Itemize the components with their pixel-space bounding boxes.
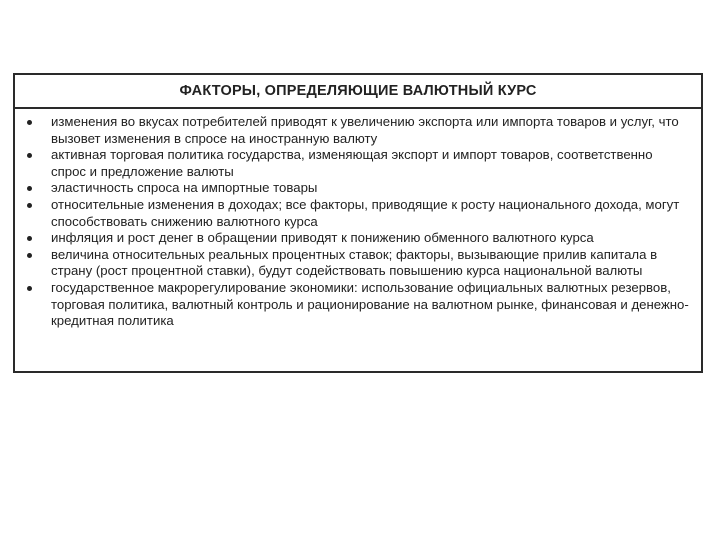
list-item <box>25 230 689 247</box>
bullet-icon <box>27 186 32 191</box>
list-item <box>25 180 689 197</box>
factors-list <box>15 109 701 330</box>
table-header <box>15 75 701 109</box>
bullet-icon <box>27 153 32 158</box>
list-item <box>25 247 689 280</box>
list-item <box>25 280 689 330</box>
list-item-text: эластичность спроса на импортные товары <box>51 180 318 196</box>
factors-table <box>13 73 703 373</box>
list-item-text: величина относительных реальных процентных ставок; факторы, вызывающие прилив капитала в страну (рост процентной ставки), будут содействовать повышению курса национальной валюты <box>51 246 658 279</box>
bullet-icon <box>27 203 32 208</box>
list-item-text: инфляция и рост денег в обращении приводят к понижению обменного валютного курса <box>51 230 594 246</box>
list-item <box>25 114 689 147</box>
list-item <box>25 147 689 180</box>
list-item-text: изменения во вкусах потребителей приводят к увеличению экспорта или импорта товаров и услуг, что вызовет изменения в спросе на иностранную валюту <box>51 114 679 146</box>
bullet-icon <box>27 236 32 241</box>
list-item-text: государственное макрорегулирование экономики: использование официальных валютных резервов, торговая политика, валютный контроль и рационирование на валютном рынке, финансовая и денежно-кредитная политика <box>51 279 689 329</box>
bullet-icon <box>27 286 32 291</box>
table-title: ФАКТОРЫ, ОПРЕДЕЛЯЮЩИЕ ВАЛЮТНЫЙ КУРС <box>179 83 537 99</box>
list-item-text: активная торговая политика государства, изменяющая экспорт и импорт товаров, соответственно спрос и предложение валюты <box>51 147 653 179</box>
list-item <box>25 197 689 230</box>
bullet-icon <box>27 253 32 258</box>
list-item-text: относительные изменения в доходах; все факторы, приводящие к росту национального дохода, могут способствовать снижению валютного курса <box>51 196 680 229</box>
bullet-icon <box>27 120 32 125</box>
